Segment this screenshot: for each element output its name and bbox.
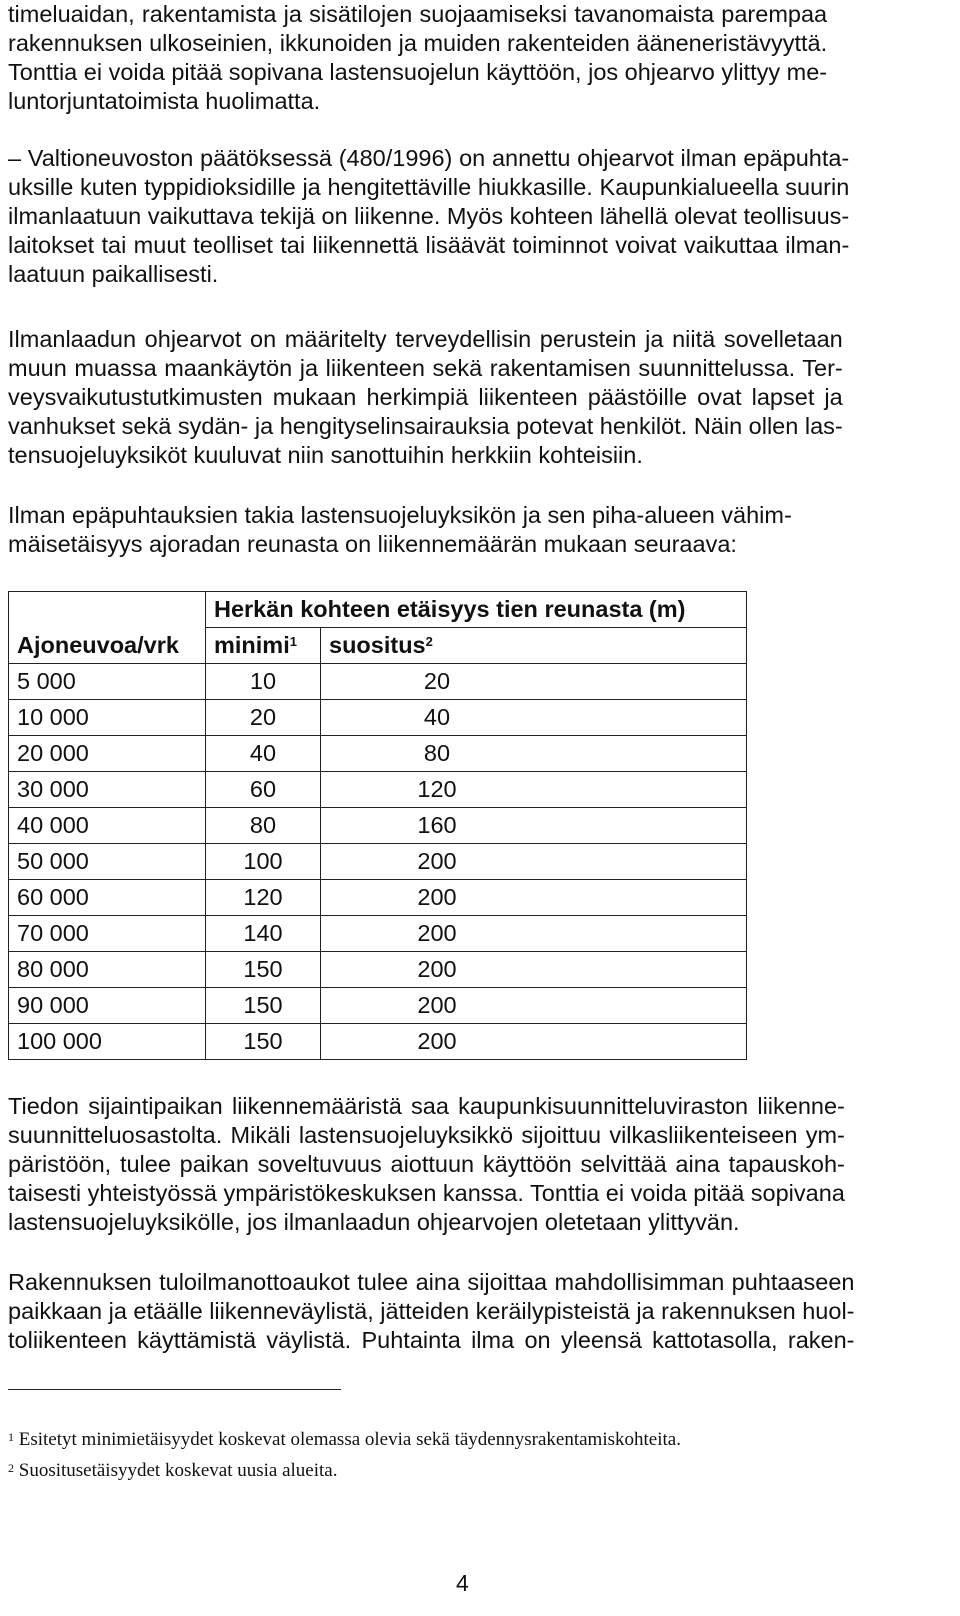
footnote-2 (8, 1455, 681, 1486)
cell-value: 200 (417, 920, 457, 946)
footnote-text: Suositusetäisyydet koskevat uusia alueita. (14, 1460, 338, 1481)
cell-minimum: 150 (206, 952, 321, 988)
text-line: muun muassa maankäytön ja liikenteen sekä rakentamisen suunnittelussa. Ter- (8, 355, 843, 381)
cell-recommended (321, 1024, 747, 1060)
paragraph-air-intakes (8, 1268, 855, 1355)
text-line: Ilman epäpuhtauksien takia lastensuojeluyksikön ja sen piha-alueen vähim- (8, 502, 792, 528)
footnote-text: Esitetyt minimietäisyydet koskevat olemassa olevia sekä täydennysrakentamiskohteita. (14, 1429, 681, 1450)
table-row (9, 880, 747, 916)
cell-value: 80 (423, 740, 451, 766)
cell-vehicles: 20 000 (9, 736, 206, 772)
paragraph-guideline-values (8, 325, 843, 470)
text-line: Tiedon sijaintipaikan liikennemääristä saa kaupunkisuunnitteluviraston liikenne- (8, 1093, 845, 1119)
cell-vehicles: 10 000 (9, 700, 206, 736)
table-header-row (9, 628, 747, 664)
text-line: Rakennuksen tuloilmanottoaukot tulee aina sijoittaa mahdollisimman puhtaaseen (8, 1269, 855, 1295)
text-line: mäisetäisyys ajoradan reunasta on liikennemäärän mukaan seuraava: (8, 531, 737, 557)
table-row (9, 1024, 747, 1060)
distance-table (8, 591, 747, 1060)
cell-minimum: 80 (206, 808, 321, 844)
column-header-text: suositus (329, 632, 426, 658)
cell-minimum: 40 (206, 736, 321, 772)
text-line: Ilmanlaadun ohjearvot on määritelty terveydellisin perustein ja niitä sovelletaan (8, 326, 843, 352)
footnote-ref: 2 (425, 634, 433, 649)
page-number: 4 (456, 1570, 469, 1596)
table-row (9, 772, 747, 808)
cell-recommended (321, 988, 747, 1024)
table-row (9, 700, 747, 736)
cell-value: 200 (417, 1028, 457, 1054)
footnote-1 (8, 1424, 681, 1455)
cell-recommended (321, 700, 747, 736)
cell-vehicles: 40 000 (9, 808, 206, 844)
text-line: laatuun paikallisesti. (8, 261, 219, 287)
text-line: vanhukset sekä sydän- ja hengityselinsairauksia potevat henkilöt. Näin ollen las- (8, 413, 843, 439)
cell-minimum: 100 (206, 844, 321, 880)
cell-vehicles: 80 000 (9, 952, 206, 988)
cell-recommended (321, 808, 747, 844)
text-line: laitokset tai muut teolliset tai liikennettä lisäävät toiminnot voivat vaikuttaa ilman- (8, 232, 850, 258)
table-row (9, 916, 747, 952)
paragraph-air-quality-decision (8, 144, 849, 289)
cell-vehicles: 100 000 (9, 1024, 206, 1060)
text-line: uksille kuten typpidioksidille ja hengitettäville hiukkasille. Kaupunkialueella suurin (8, 174, 850, 200)
cell-recommended (321, 880, 747, 916)
text-line: toliikenteen käyttämistä väylistä. Puhtainta ilma on yleensä kattotasolla, raken- (8, 1327, 855, 1353)
text-line: päristöön, tulee paikan soveltuvuus aiottuun käyttöön selvittää aina tapauskoh- (8, 1151, 845, 1177)
text-line: timeluaidan, rakentamista ja sisätilojen suojaamiseksi tavanomaista parempaa (8, 1, 828, 27)
cell-recommended (321, 664, 747, 700)
text-line: luntorjuntatoimista huolimatta. (8, 88, 321, 114)
table-group-header-row (9, 592, 747, 628)
paragraph-minimum-distance-intro (8, 501, 792, 559)
text-line: suunnitteluosastolta. Mikäli lastensuojeluyksikkö sijoittuu vilkasliikenteiseen ym- (8, 1122, 845, 1148)
cell-recommended (321, 916, 747, 952)
cell-minimum: 120 (206, 880, 321, 916)
footnote-mark: 2 (8, 1461, 14, 1475)
footnote-divider (8, 1389, 341, 1390)
cell-minimum: 140 (206, 916, 321, 952)
table-row (9, 988, 747, 1024)
table-row (9, 844, 747, 880)
text-line: taisesti yhteistyössä ympäristökeskuksen kanssa. Tonttia ei voida pitää sopivana (8, 1180, 845, 1206)
text-line: veysvaikutustutkimusten mukaan herkimpiä liikenteen päästöille ovat lapset ja (8, 384, 843, 410)
text-line: tensuojeluyksiköt kuuluvat niin sanottuihin herkkiin kohteisiin. (8, 442, 643, 468)
column-header-text: minimi (214, 632, 290, 658)
text-line: – Valtioneuvoston päätöksessä (480/1996) on annettu ohjearvot ilman epäpuhta- (8, 145, 850, 171)
paragraph-traffic-info (8, 1092, 845, 1237)
cell-minimum: 10 (206, 664, 321, 700)
cell-minimum: 60 (206, 772, 321, 808)
cell-recommended (321, 736, 747, 772)
cell-minimum: 20 (206, 700, 321, 736)
cell-value: 200 (417, 884, 457, 910)
table-row (9, 664, 747, 700)
cell-vehicles: 30 000 (9, 772, 206, 808)
cell-value: 40 (423, 704, 451, 730)
table-group-header: Herkän kohteen etäisyys tien reunasta (m) (206, 592, 747, 628)
cell-value: 160 (417, 812, 457, 838)
cell-vehicles: 50 000 (9, 844, 206, 880)
cell-recommended (321, 952, 747, 988)
column-header-recommended (321, 628, 747, 664)
cell-vehicles: 5 000 (9, 664, 206, 700)
footnote-mark: 1 (8, 1430, 14, 1444)
cell-value: 200 (417, 848, 457, 874)
table-row (9, 736, 747, 772)
footnotes (8, 1424, 681, 1486)
cell-minimum: 150 (206, 1024, 321, 1060)
cell-value: 200 (417, 956, 457, 982)
paragraph-noise-protection (8, 0, 827, 116)
text-line: lastensuojeluyksikölle, jos ilmanlaadun ohjearvojen oletetaan ylittyvän. (8, 1209, 740, 1235)
column-header-vehicles (9, 628, 206, 664)
table-row (9, 808, 747, 844)
cell-recommended (321, 844, 747, 880)
text-line: rakennuksen ulkoseinien, ikkunoiden ja muiden rakenteiden ääneneristävyyttä. (8, 30, 828, 56)
cell-value: 20 (423, 668, 451, 694)
table-corner-cell (9, 592, 206, 628)
footnote-ref: 1 (289, 634, 297, 649)
cell-vehicles: 70 000 (9, 916, 206, 952)
text-line: ilmanlaatuun vaikuttava tekijä on liikenne. Myös kohteen lähellä olevat teollisuus- (8, 203, 850, 229)
cell-minimum: 150 (206, 988, 321, 1024)
text-line: Tonttia ei voida pitää sopivana lastensuojelun käyttöön, jos ohjearvo ylittyy me- (8, 59, 828, 85)
cell-vehicles: 90 000 (9, 988, 206, 1024)
cell-vehicles: 60 000 (9, 880, 206, 916)
cell-value: 200 (417, 992, 457, 1018)
column-header-text: Ajoneuvoa/vrk (17, 631, 179, 658)
cell-recommended (321, 772, 747, 808)
table-row (9, 952, 747, 988)
column-header-minimum (206, 628, 321, 664)
cell-value: 120 (417, 776, 457, 802)
text-line: paikkaan ja etäälle liikenneväylistä, jätteiden keräilypisteistä ja rakennuksen huol- (8, 1298, 855, 1324)
